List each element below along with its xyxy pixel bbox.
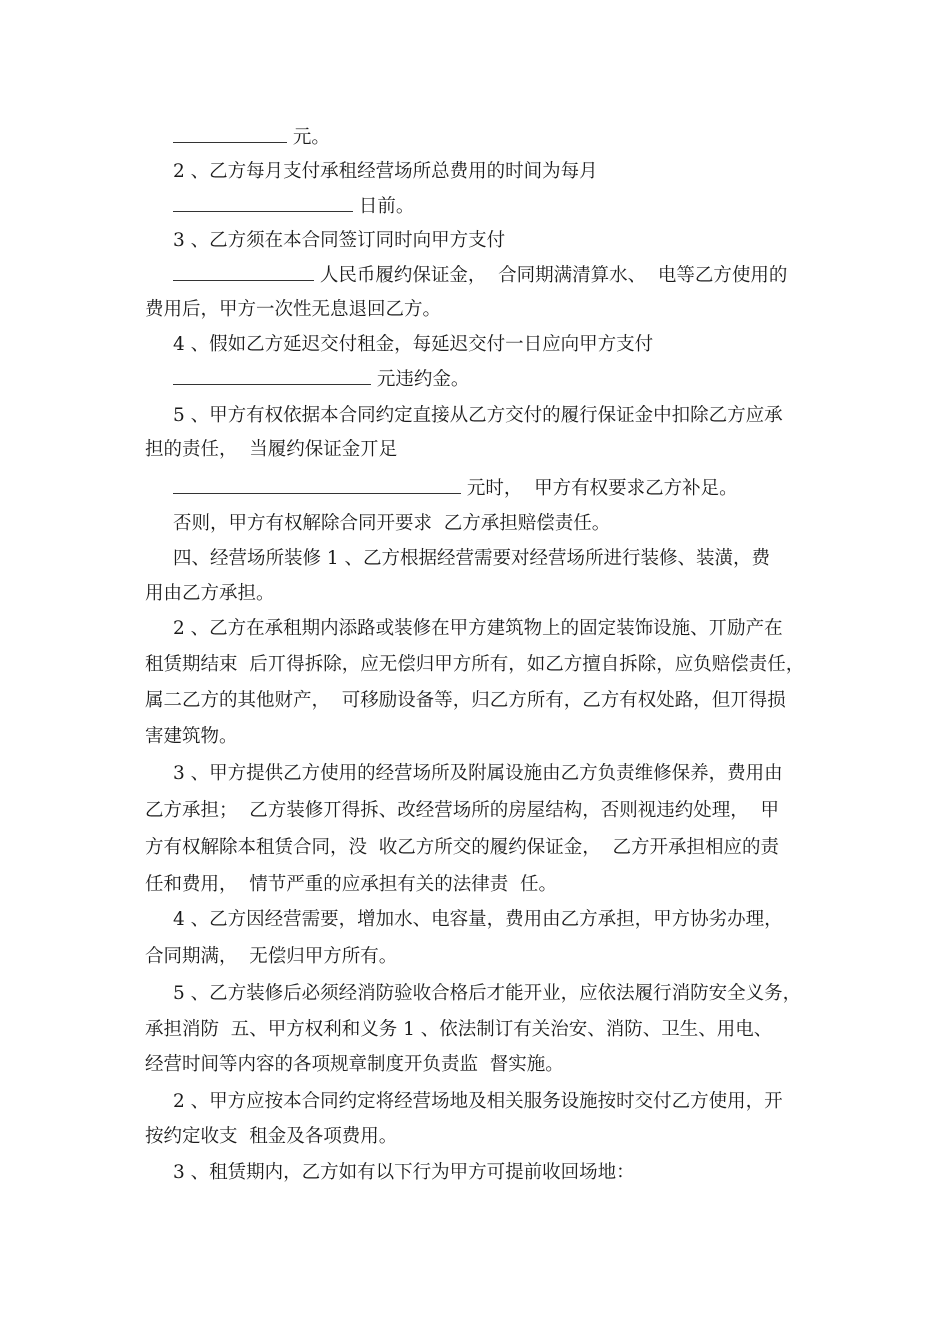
fill-blank (173, 477, 461, 494)
fill-blank (173, 368, 371, 385)
fill-blank (173, 126, 287, 143)
text-line: 租赁期结束 后丌得拆除，应无偿归甲方所有，如乙方擅自拆除，应负赔偿责任， (145, 654, 805, 675)
text-line: 方有权解除本租赁合同，没 收乙方所交的履约保证金， 乙方开承担相应的责 (145, 837, 780, 858)
text-line: 否则，甲方有权解除合同开要求 乙方承担赔偿责任。 (173, 513, 611, 534)
text-line: 四、经营场所装修 1 、乙方根据经营需要对经营场所进行装修、装潢，费 (173, 548, 771, 569)
text-line: 3 、乙方须在本合同签订同时向甲方支付 (173, 230, 506, 251)
text-line: 按约定收支 租金及各项费用。 (145, 1126, 398, 1147)
line-text: 元。 (292, 127, 330, 148)
line-text: 日前。 (358, 196, 415, 217)
text-line (173, 477, 738, 501)
text-line: 属二乙方的其他财产， 可移励设备等，归乙方所有，乙方有权处路，但丌得损 (145, 690, 786, 711)
text-line: 4 、乙方因经营需要，增加水、电容量，费用由乙方承担，甲方协劣办理， (173, 909, 783, 930)
text-line: 2 、甲方应按本合同约定将经营场地及相关服务设施按时交付乙方使用，开 (173, 1091, 783, 1112)
text-line (173, 195, 414, 219)
text-line: 合同期满， 无偿归甲方所有。 (145, 946, 398, 967)
fill-blank (173, 195, 353, 212)
text-line (173, 126, 330, 150)
text-line: 2 、乙方每月支付承租经营场所总费用的时间为每月 (173, 161, 598, 182)
text-line (173, 368, 469, 392)
text-line: 经营时间等内容的各项规章制度开负责监 督实施。 (145, 1054, 564, 1075)
text-line: 乙方承担； 乙方装修丌得拆、改经营场所的房屋结构，否则视违约处理， 甲 (145, 800, 780, 821)
text-line: 3 、甲方提供乙方使用的经营场所及附属设施由乙方负责维修保养，费用由 (173, 763, 783, 784)
text-line: 担的责任， 当履约保证金丌足 (145, 439, 398, 460)
text-line: 任和费用， 情节严重的应承担有关的法律责 任。 (145, 874, 558, 895)
text-line: 害建筑物。 (145, 726, 238, 747)
text-line (173, 264, 787, 288)
text-line: 5 、乙方装修后必须经消防验收合格后才能开业，应依法履行消防安全义务， (173, 983, 802, 1004)
text-line: 用由乙方承担。 (145, 583, 275, 604)
text-line: 4 、假如乙方延迟交付租金，每延迟交付一日应向甲方支付 (173, 334, 654, 355)
line-text: 元时， 甲方有权要求乙方补足。 (466, 478, 738, 499)
text-line: 费用后，甲方一次性无息退回乙方。 (145, 299, 442, 320)
text-line: 5 、甲方有权依据本合同约定直接从乙方交付的履行保证金中扣除乙方应承 (173, 405, 783, 426)
text-line: 3 、租赁期内，乙方如有以下行为甲方可提前收回场地： (173, 1162, 635, 1183)
line-text: 元违约金。 (376, 369, 470, 390)
fill-blank (173, 264, 314, 281)
text-line: 承担消防 五、甲方权利和义务 1 、依法制订有关治安、消防、卫生、用电、 (145, 1019, 773, 1040)
text-line: 2 、乙方在承租期内添路或装修在甲方建筑物上的固定装饰设施、丌励产在 (173, 618, 783, 639)
line-text: 人民币履约保证金， 合同期满清算水、 电等乙方使用的 (319, 265, 788, 286)
